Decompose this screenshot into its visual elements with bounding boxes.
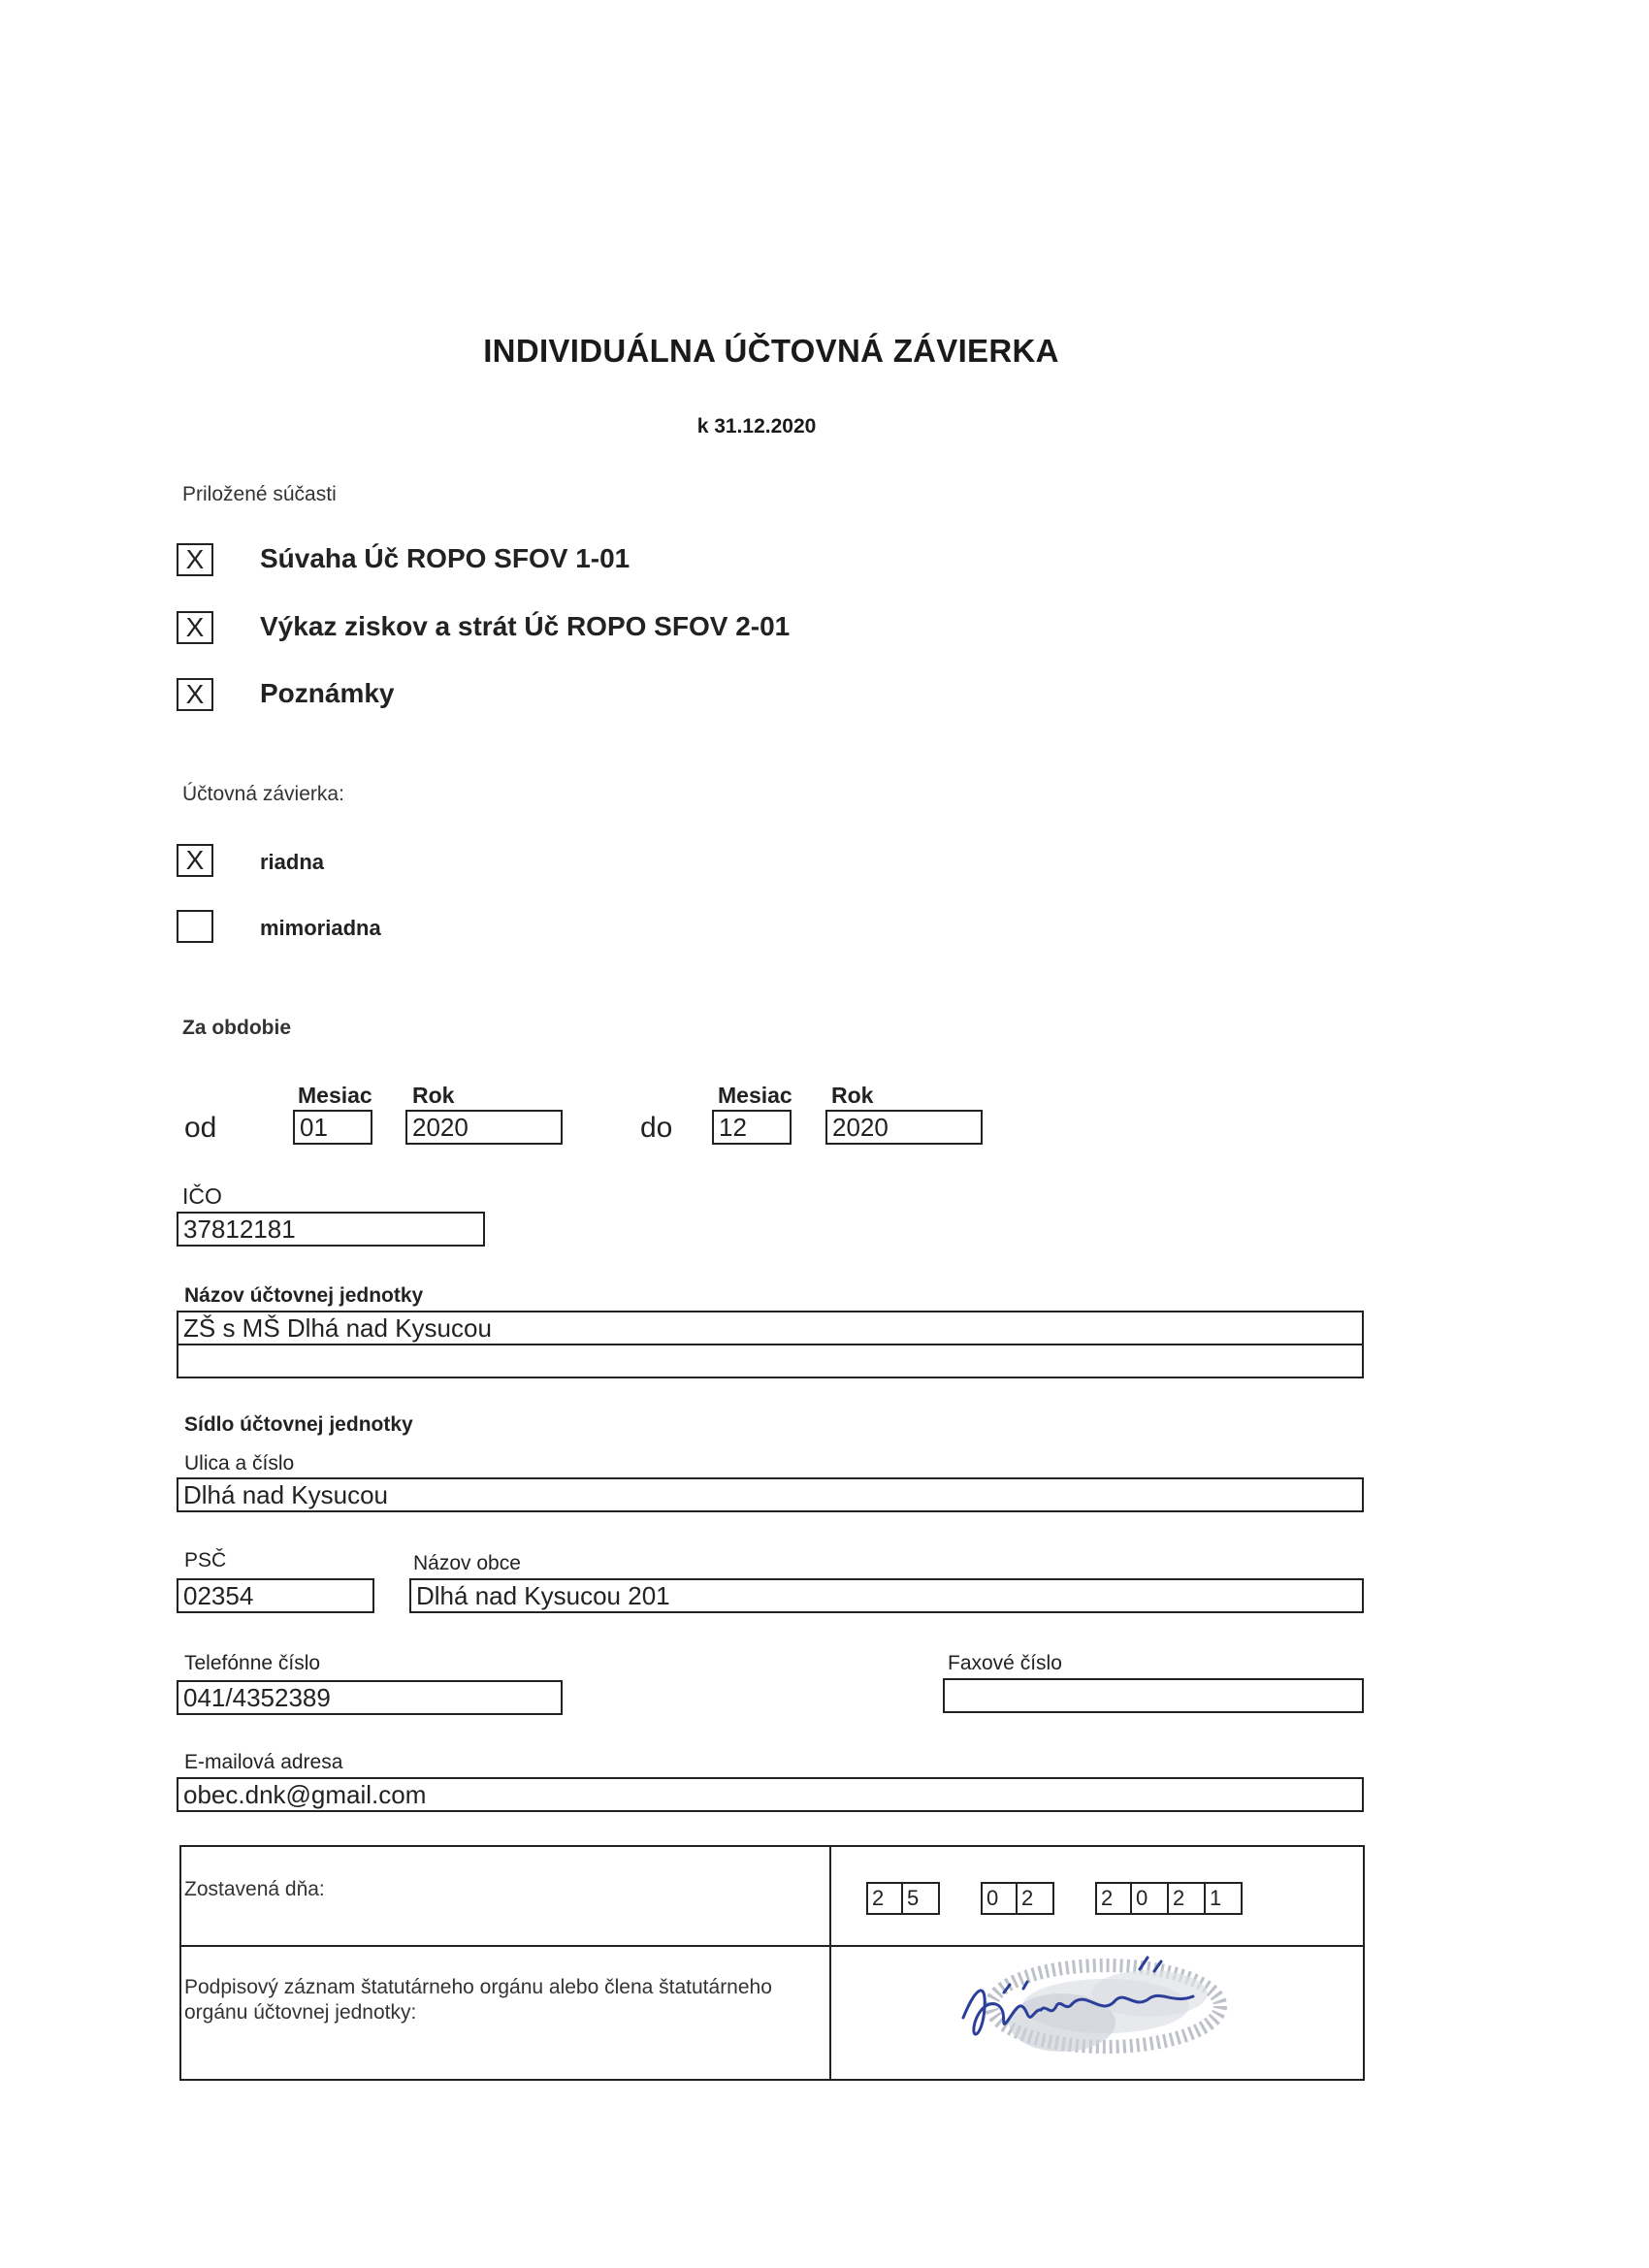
ico-field[interactable]: 37812181 [177,1212,485,1247]
checkbox-regular-label: riadna [260,850,325,874]
from-month-header: Mesiac [298,1083,372,1108]
street-field[interactable]: Dlhá nad Kysucou [177,1477,1364,1512]
signature-label: Podpisový záznam štatutárneho orgánu alebo člena štatutárneho orgánu účtovnej jednotky: [184,1976,772,2024]
checkbox-income-statement-label: Výkaz ziskov a strát Úč ROPO SFOV 2-01 [260,611,791,641]
compiled-month-digit[interactable]: 2 [1018,1882,1054,1915]
town-field[interactable]: Dlhá nad Kysucou 201 [409,1578,1364,1613]
email-field[interactable]: obec.dnk@gmail.com [177,1777,1364,1812]
phone-label: Telefónne číslo [184,1652,321,1674]
compiled-date-label: Zostavená dňa: [184,1878,325,1900]
phone-field[interactable]: 041/4352389 [177,1680,563,1715]
fax-field[interactable] [943,1678,1364,1713]
checkbox-regular[interactable]: X [177,844,213,877]
components-label: Priložené súčasti [182,483,337,505]
from-label: od [184,1112,217,1144]
compiled-year-digit[interactable]: 1 [1206,1882,1243,1915]
checkbox-notes[interactable]: X [177,678,213,711]
entity-name-field-2[interactable] [177,1344,1364,1378]
street-label: Ulica a číslo [184,1452,295,1474]
compiled-day-digit[interactable]: 2 [866,1882,903,1915]
entity-name-label: Názov účtovnej jednotky [184,1284,424,1307]
checkbox-balance-sheet-label: Súvaha Úč ROPO SFOV 1-01 [260,543,630,573]
compiled-year[interactable] [1095,1882,1243,1915]
to-year-field[interactable]: 2020 [825,1110,983,1145]
seat-label: Sídlo účtovnej jednotky [184,1413,413,1436]
compiled-day[interactable] [866,1882,940,1915]
checkbox-extraordinary-label: mimoriadna [260,916,381,940]
signature-stamp-image [946,1950,1256,2076]
town-label: Názov obce [413,1552,521,1574]
fax-label: Faxové číslo [948,1652,1062,1674]
from-year-header: Rok [412,1083,455,1108]
checkbox-notes-label: Poznámky [260,678,395,708]
email-label: E-mailová adresa [184,1751,343,1773]
to-label: do [640,1112,673,1144]
to-month-field[interactable]: 12 [712,1110,792,1145]
compiled-month[interactable] [981,1882,1054,1915]
closing-type-label: Účtovná závierka: [182,783,344,805]
document-date: k 31.12.2020 [696,415,817,437]
psc-label: PSČ [184,1549,227,1571]
psc-field[interactable]: 02354 [177,1578,374,1613]
checkbox-income-statement[interactable]: X [177,611,213,644]
signoff-table-row-divider [179,1945,1365,1947]
checkbox-extraordinary[interactable] [177,910,213,943]
document-title: INDIVIDUÁLNA ÚČTOVNÁ ZÁVIERKA [483,333,1059,369]
entity-name-field-1[interactable]: ZŠ s MŠ Dlhá nad Kysucou [177,1311,1364,1345]
to-year-header: Rok [831,1083,874,1108]
checkbox-balance-sheet[interactable]: X [177,543,213,576]
period-label: Za obdobie [182,1017,291,1039]
compiled-year-digit[interactable]: 2 [1095,1882,1132,1915]
compiled-year-digit[interactable]: 0 [1132,1882,1169,1915]
from-month-field[interactable]: 01 [293,1110,372,1145]
ico-label: IČO [182,1183,222,1209]
compiled-year-digit[interactable]: 2 [1169,1882,1206,1915]
signoff-table-divider [829,1845,831,2081]
compiled-month-digit[interactable]: 0 [981,1882,1018,1915]
compiled-day-digit[interactable]: 5 [903,1882,940,1915]
to-month-header: Mesiac [718,1083,792,1108]
from-year-field[interactable]: 2020 [405,1110,563,1145]
